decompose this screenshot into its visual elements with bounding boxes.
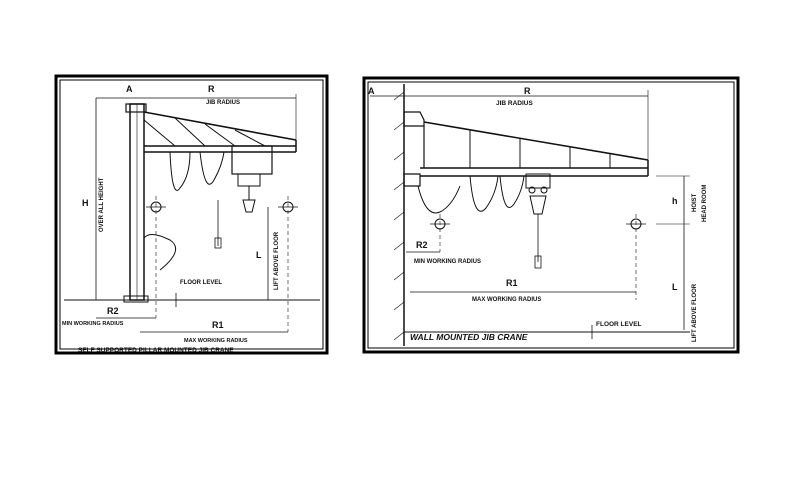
pillar-min-radius-label: MIN WORKING RADIUS bbox=[62, 321, 124, 327]
wall-crane-panel bbox=[364, 78, 738, 352]
pillar-panel-frame bbox=[56, 76, 327, 353]
pillar-lift-label: LIFT ABOVE FLOOR bbox=[274, 231, 280, 290]
wall-dim-l-label: L bbox=[672, 282, 678, 292]
pillar-caption: SELF SUPPORTED PILLAR MOUNTED JIB CRANE bbox=[78, 347, 234, 354]
pillar-dim-a-label: A bbox=[126, 84, 133, 94]
pillar-crane-panel bbox=[56, 76, 327, 354]
pillar-dim-h-label: H bbox=[82, 198, 89, 208]
wall-jib-radius-label: JIB RADIUS bbox=[496, 100, 533, 107]
pillar-dim-r1-label: R1 bbox=[212, 320, 224, 330]
wall-dim-a-label: A bbox=[368, 86, 375, 96]
pillar-dim-r-label: R bbox=[208, 84, 215, 94]
pillar-jib-radius-label: JIB RADIUS bbox=[206, 100, 241, 106]
wall-panel-frame bbox=[364, 78, 738, 352]
wall-dim-r2-label: R2 bbox=[416, 240, 428, 250]
wall-max-radius-label: MAX WORKING RADIUS bbox=[472, 297, 542, 303]
wall-dim-r1-label: R1 bbox=[506, 278, 518, 288]
pillar-overall-height-label: OVER ALL HEIGHT bbox=[99, 177, 105, 232]
wall-caption: WALL MOUNTED JIB CRANE bbox=[410, 332, 528, 342]
pillar-max-radius-label: MAX WORKING RADIUS bbox=[184, 338, 248, 344]
pillar-dim-l-label: L bbox=[256, 250, 262, 260]
wall-head-room-label: HEAD ROOM bbox=[702, 184, 708, 222]
wall-min-radius-label: MIN WORKING RADIUS bbox=[414, 259, 481, 265]
wall-dim-r-label: R bbox=[524, 86, 531, 96]
wall-dim-h-label: h bbox=[672, 196, 678, 206]
wall-hoist-label: HOIST bbox=[692, 193, 698, 212]
pillar-floor-level-label: FLOOR LEVEL bbox=[180, 280, 222, 286]
pillar-dim-r2-label: R2 bbox=[107, 306, 119, 316]
wall-lift-label: LIFT ABOVE FLOOR bbox=[692, 283, 698, 342]
wall-floor-level-label: FLOOR LEVEL bbox=[596, 321, 642, 328]
